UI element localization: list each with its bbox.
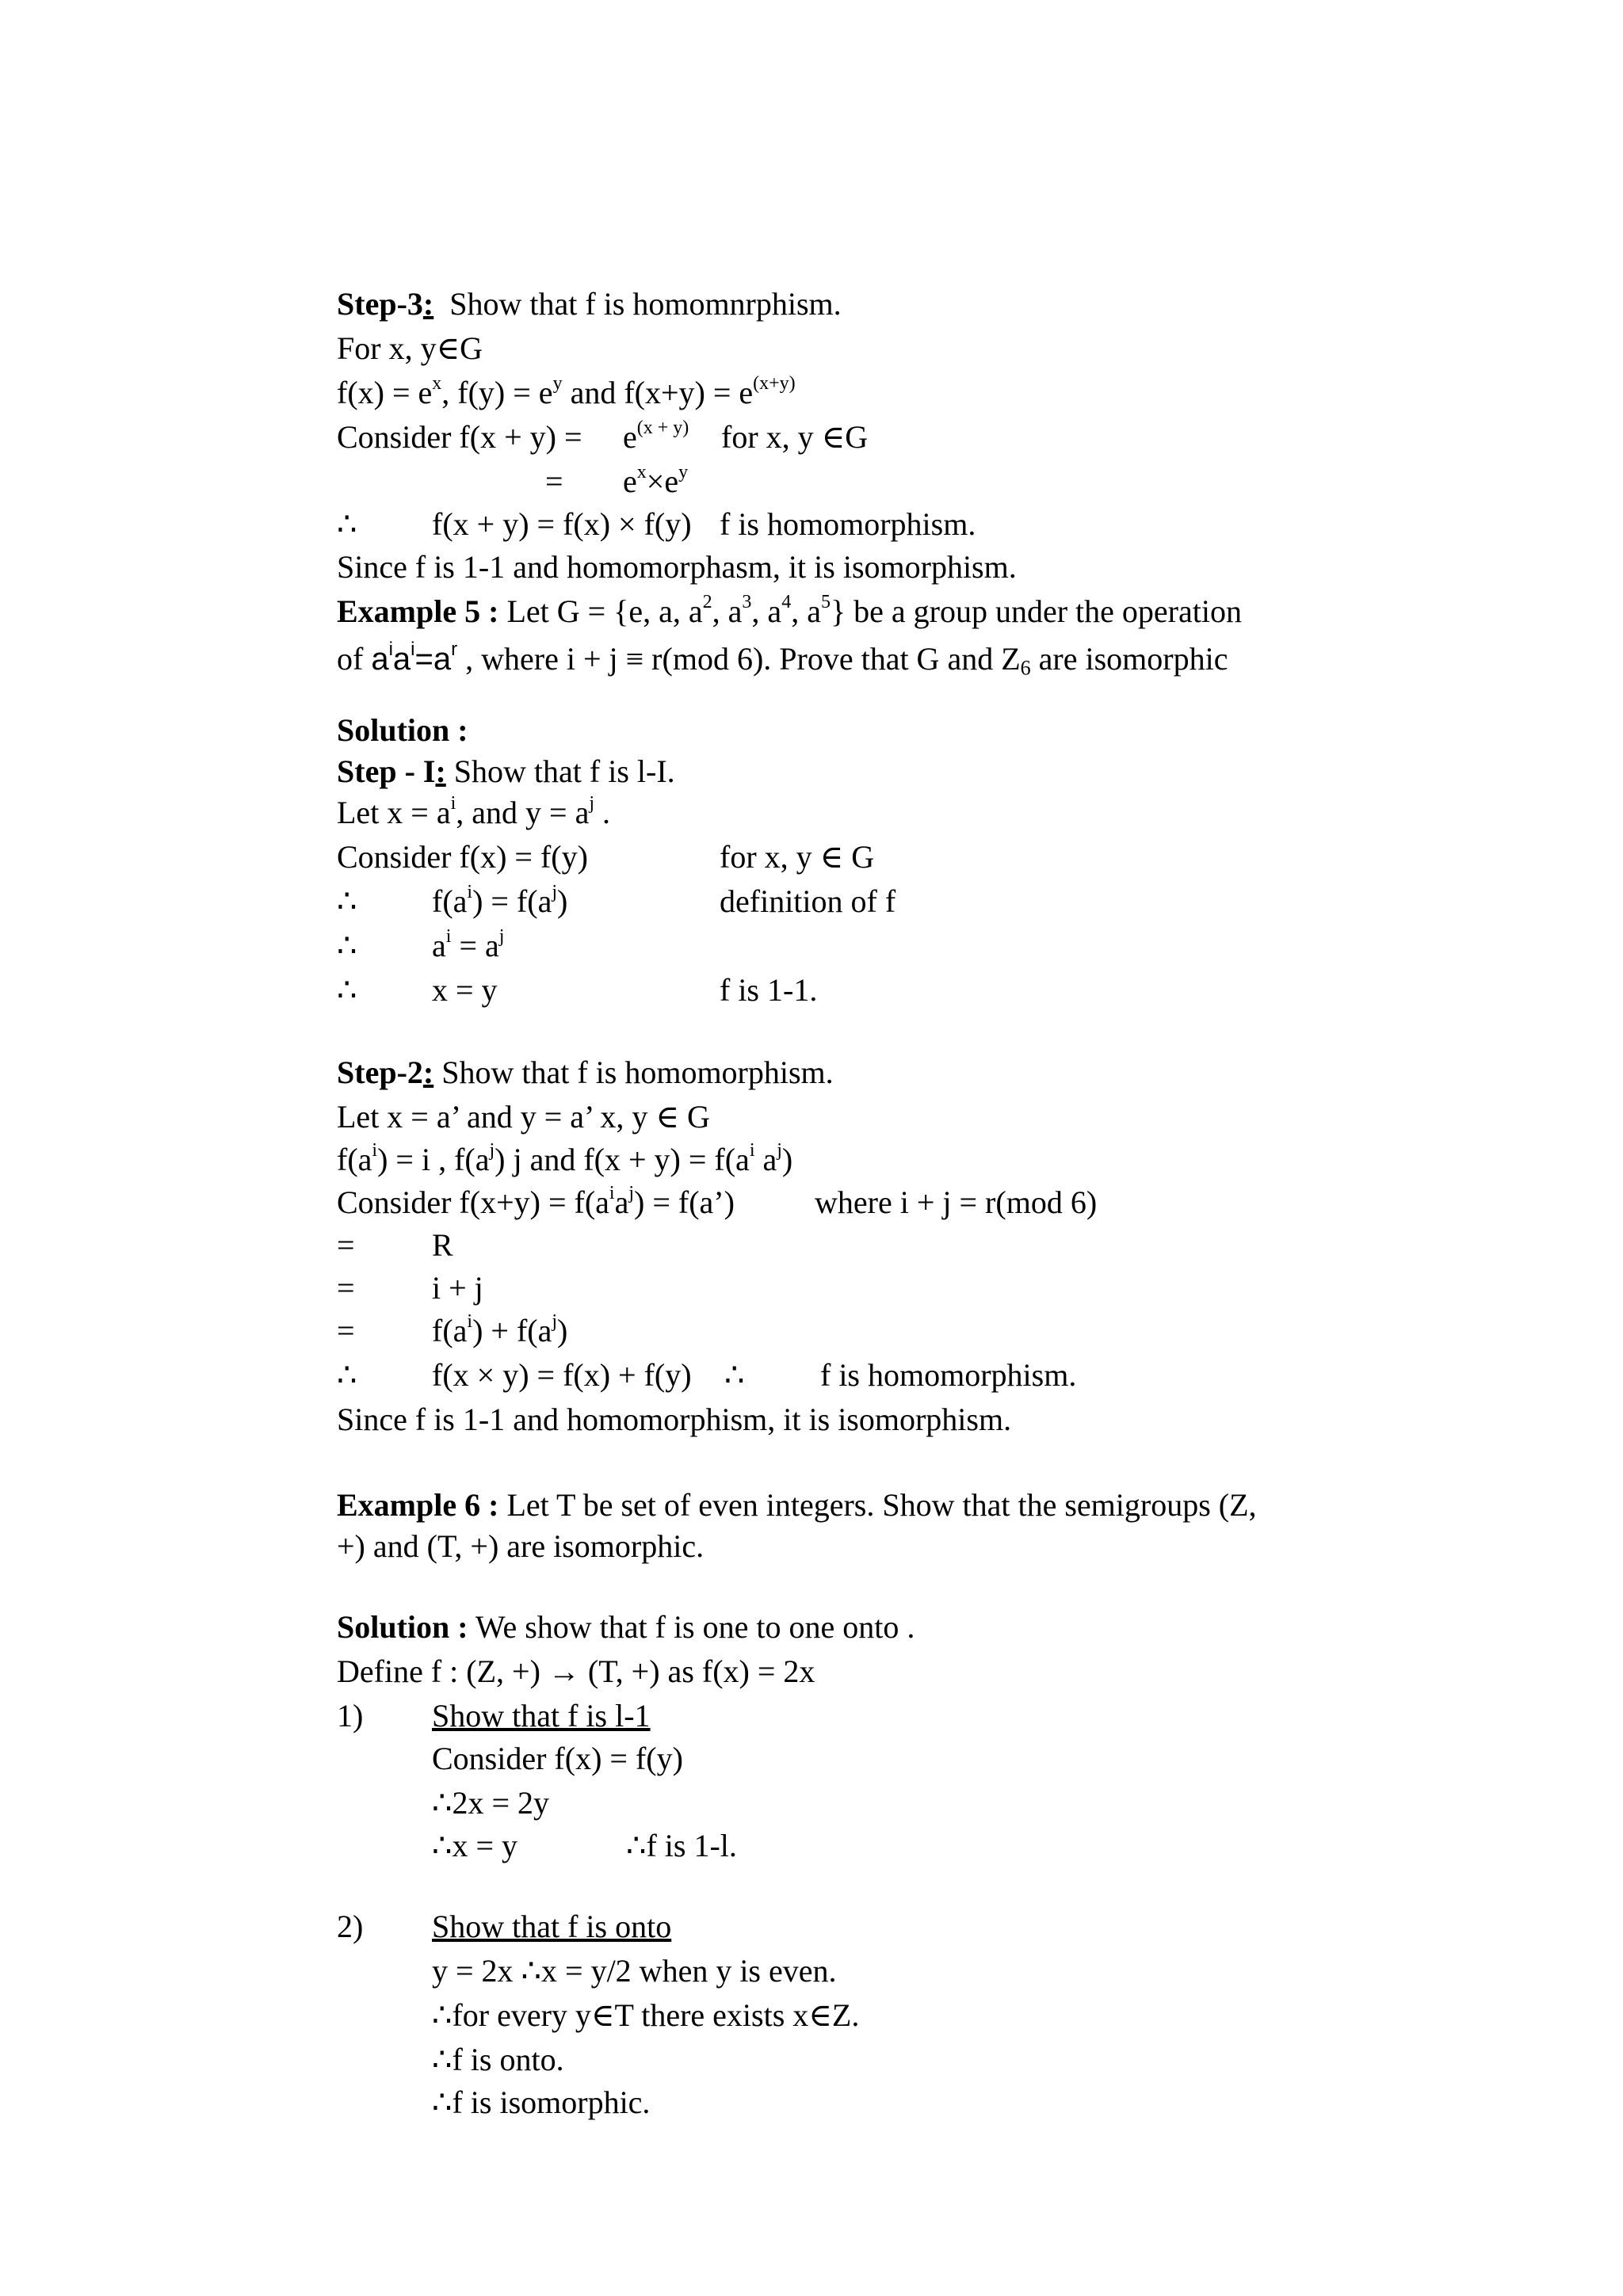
solution2-define: Define f : (Z, +) → (T, +) as f(x) = 2x [337, 1653, 815, 1689]
step2-row1-expr: R [432, 1227, 453, 1263]
step2-heading: Step-2: Show that f is homomorphism. [337, 1055, 834, 1090]
example6-line1: Example 6 : Let T be set of even integers. Show that the semigroups (Z, [337, 1487, 1257, 1523]
step2-line2: $f(a^i) = i$ , $f(a^j)$ j and $f(x + y) = f(a^i$ $a^j$) [337, 1140, 793, 1177]
step3-line4-eq: = [545, 463, 563, 499]
step2-line1: Let x = a’ and y = a’ x, y ∈ G [337, 1099, 710, 1135]
step1-row2-expr: $f(a^i) = f(a^j)$ [432, 882, 568, 919]
part1-line3b: ∴f is 1-l. [626, 1828, 737, 1863]
example6-label: Example 6 : [337, 1487, 499, 1523]
part2-line4: ∴f is isomorphic. [432, 2084, 651, 2120]
step3-label: Step-3: [337, 286, 434, 322]
step3-line5-note: f is homomorphism. [720, 506, 976, 542]
step2-row2-expr: i + j [432, 1270, 483, 1306]
step3-line3-right: for x, y ∈G [721, 419, 869, 455]
step3-heading [337, 288, 842, 320]
step2-line7-note: f is homomorphism. [820, 1357, 1077, 1393]
step2-row3-sym: = [337, 1313, 355, 1348]
step2-line7-sym2: ∴ [724, 1357, 745, 1393]
step3-line2: $f(x) = e^x$, $f(y) = e^y$ and $f(x+y) = e^{(x+y)}$ [337, 373, 796, 410]
step3-title: Show that f is homomnrphism. [449, 286, 842, 322]
step1-row1-left: Consider f(x) = f(y) [337, 839, 588, 875]
example5-label: Example 5 : [337, 593, 499, 629]
step1-heading: Step - I: Show that f is l-I. [337, 753, 675, 789]
step3-line1: For x, y∈G [337, 330, 483, 366]
solution2-intro: Solution : We show that f is one to one onto . [337, 1609, 915, 1645]
step1-row1-right: for x, y ∈ G [720, 839, 875, 875]
part2-line2: ∴for every y∈T there exists x∈Z. [432, 1997, 860, 2033]
step1-row4-sym: ∴ [337, 972, 357, 1008]
example6-line2: +) and (T, +) are isomorphic. [337, 1528, 705, 1564]
example5-line1: Example 5 : Let G = {e, a, $a^2$, $a^3$, $a^4$, $a^5$} be a group under the operation [337, 592, 1242, 629]
step2-line7-expr: f(x × y) = f(x) + f(y) [432, 1357, 692, 1393]
step2-line7-sym: ∴ [337, 1357, 357, 1393]
step3-line5-expr: f(x + y) = f(x) × f(y) [432, 506, 692, 542]
step3-line4-expr: $e^x\times e^y$ [623, 462, 689, 499]
part1-title: Show that f is l-1 [432, 1698, 651, 1733]
operation-formula: $a^ia^i=a^r$ [371, 639, 458, 677]
solution1-label: Solution : [337, 712, 468, 748]
part1-line3a: ∴x = y [432, 1828, 518, 1863]
step2-line3-right: where i + j = r(mod 6) [815, 1184, 1098, 1220]
part1-line2: ∴2x = 2y [432, 1785, 550, 1821]
part2-line1: y = 2x ∴x = y/2 when y is even. [432, 1953, 837, 1989]
step1-row4-right: f is 1-1. [720, 972, 818, 1008]
step2-label: Step-2: [337, 1055, 434, 1090]
step1-label: Step - I: [337, 753, 446, 789]
part1-line1: Consider f(x) = f(y) [432, 1741, 683, 1776]
step2-line3: Consider $f(x+y) = f(a^ia^j)$ = f(a’) [337, 1183, 735, 1220]
step2-row1-sym: = [337, 1227, 355, 1263]
step3-line3-mid: $e^{(x + y)}$ [623, 418, 689, 455]
solution2-label: Solution : [337, 1609, 468, 1645]
step2-row2-sym: = [337, 1270, 355, 1306]
step2-line8: Since f is 1-1 and homomorphism, it is isomorphism. [337, 1402, 1012, 1437]
part1-number: 1) [337, 1698, 364, 1733]
step1-row2-right: definition of f [720, 883, 896, 919]
part2-number: 2) [337, 1909, 364, 1944]
example5-line2: of $a^ia^i=a^r$ , where i + j ≡ r(mod 6). Prove that G and $Z_6$ are isomorphic [337, 639, 1228, 680]
step1-let: Let $x = a^i$, and $y = a^j$ . [337, 793, 611, 830]
step3-line3-left: Consider f(x + y) = [337, 419, 582, 455]
step1-row2-sym: ∴ [337, 883, 357, 919]
step3-line6: Since f is 1-1 and homomorphasm, it is isomorphism. [337, 549, 1017, 585]
step1-row3-sym: ∴ [337, 928, 357, 963]
step3-line5-sym: ∴ [337, 506, 357, 542]
part2-line3: ∴f is onto. [432, 2042, 564, 2077]
part2-title: Show that f is onto [432, 1909, 672, 1944]
step1-row3-expr: $a^i = a^j$ [432, 926, 505, 963]
step2-row3-expr: $f(a^i) + f(a^j)$ [432, 1311, 568, 1348]
step1-row4-expr: x = y [432, 972, 498, 1008]
